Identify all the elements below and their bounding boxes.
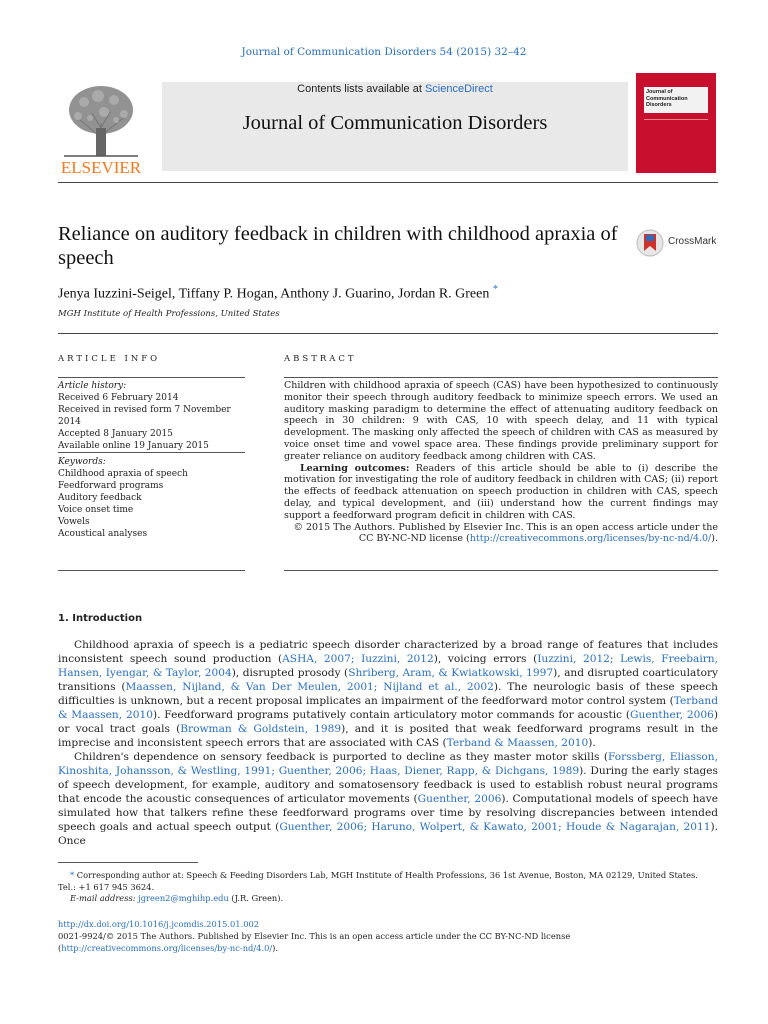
header-divider (58, 182, 718, 183)
elsevier-tree-icon (54, 78, 148, 176)
paragraph-text: Childhood apraxia of speech is a pediatric speech disorder characterized by a broad range of features that includes inconsistent speech sound production ( (58, 639, 718, 665)
history-item: Received 6 February 2014 (58, 393, 179, 403)
paragraph (58, 750, 718, 848)
corresponding-author-footnote: * Corresponding author at: Speech & Feeding Disorders Lab, MGH Institute of Health Professions, 36 1st Avenue, Boston, MA 02129, United States. Tel.: +1 617 945 3624. E-mail address: jgreen2@mghihp.edu (J.R. Green). (58, 870, 698, 903)
citation-link[interactable]: Guenther, 2006 (630, 709, 714, 721)
section-divider (58, 333, 718, 334)
article-info-rule-mid (58, 452, 245, 453)
article-info-heading: ARTICLE INFO (58, 354, 161, 364)
paragraph-text: Children's dependence on sensory feedback is purported to decline as they master motor skills ( (74, 751, 608, 763)
article-history: Article history: Received 6 February 2014 Received in revised form 7 November 2014 Accepted 8 January 2015 Available online 19 January 2015 (58, 380, 245, 452)
paragraph-text: ), and it is posited that weak feedforward programs result in the imprecise and inconsistent speech errors that are associated with CAS ( (58, 723, 718, 749)
citation-link[interactable]: Guenther, 2006; Haruno, Wolpert, & Kawato, 2001; Houde & Nagarajan, 2011 (279, 821, 711, 833)
keyword-item: Childhood apraxia of speech (58, 469, 188, 479)
paragraph-text: ), disrupted prosody ( (231, 667, 349, 679)
paragraph-text: ). (588, 737, 596, 749)
citation-link[interactable]: Guenther, 2006 (417, 793, 502, 805)
cover-title: Journal of Communication Disorders (644, 87, 708, 113)
keyword-item: Vowels (58, 517, 90, 527)
sciencedirect-link[interactable]: ScienceDirect (424, 83, 493, 95)
crossmark-icon (636, 229, 666, 257)
history-item: Available online 19 January 2015 (58, 441, 209, 451)
paragraph-text: ). Once (58, 821, 719, 847)
citation-link[interactable]: Forssberg, Eliasson, Kinoshita, Johansson, & Westling, 1991; Guenther, 2006; Haas, Diener, Rapp, & Dichgans, 1989 (58, 751, 718, 777)
abstract-rule-bottom (284, 570, 718, 571)
abstract-rule-top (284, 377, 718, 378)
history-item: Accepted 8 January 2015 (58, 429, 173, 439)
footnote-divider (58, 862, 198, 863)
keyword-item: Acoustical analyses (58, 529, 148, 539)
keyword-item: Voice onset time (58, 505, 134, 515)
paragraph-text: ). During the early stages of speech development, for example, auditory and somatosensory feedback is used to establish robust neural programs that encode the acoustic consequences of articulator movements ( (58, 765, 718, 805)
affiliation: MGH Institute of Health Professions, United States (58, 309, 280, 319)
crossmark-label: CrossMark (668, 236, 717, 247)
citation-link[interactable]: Shriberg, Aram, & Kwiatkowski, 1997 (348, 667, 554, 679)
citation-link[interactable]: Browman & Goldstein, 1989 (180, 723, 342, 735)
paragraph-text: ), and disrupted coarticulatory transitions ( (58, 667, 718, 693)
journal-banner (162, 82, 628, 171)
abstract-copyright: © 2015 The Authors. Published by Elsevier Inc. This is an open access article under the CC BY-NC-ND license (http://creativecommons.org/licenses/by-nc-nd/4.0/). (293, 521, 718, 545)
author-list: Jenya Iuzzini-Seigel, Tiffany P. Hogan, Anthony J. Guarino, Jordan R. Green * (58, 284, 498, 302)
paragraph-text: ) or vocal tract goals ( (58, 709, 718, 735)
contents-line: Contents lists available at ScienceDirect (297, 83, 493, 95)
article-info-rule-top (58, 377, 245, 378)
history-item: Received in revised form 7 November 2014 (58, 405, 231, 427)
crossmark-badge[interactable] (636, 229, 726, 257)
keywords: Keywords: Childhood apraxia of speech Feedforward programs Auditory feedback Voice onset time Vowels Acoustical analyses (58, 456, 245, 540)
journal-cover-thumbnail[interactable] (636, 73, 716, 173)
citation-link[interactable]: ASHA, 2007; Iuzzini, 2012 (282, 653, 434, 665)
email-link[interactable]: jgreen2@mghihp.edu (138, 893, 229, 903)
doi-link[interactable]: http://dx.doi.org/10.1016/j.jcomdis.2015.01.002 (58, 919, 260, 929)
paragraph-text: ). The neurologic basis of these speech difficulties is unknown, but a recent proposal implicates an impairment of the feedforward motor control system ( (58, 681, 719, 707)
elsevier-logo (54, 78, 148, 176)
corresponding-author-mark[interactable]: * (492, 284, 498, 295)
elsevier-wordmark: ELSEVIER (60, 158, 142, 176)
abstract-heading: ABSTRACT (284, 354, 357, 364)
introduction-body (58, 638, 718, 848)
paragraph-text: ), voicing errors ( (433, 653, 538, 665)
abstract-text: Children with childhood apraxia of speech (CAS) have been hypothesized to continuously monitor their speech through auditory feedback to minimize speech errors. We used an auditory masking paradigm to determine the effect of attenuating auditory feedback on speech in 30 children: 9 with CAS, 10 with speech delay, and 11 with typical development. The masking only affected the speech of children with CAS as measured by voice onset time and vowel space area. These findings provide preliminary support for greater reliance on auditory feedback among children with CAS. (284, 380, 718, 462)
paragraph-text: ). Feedforward programs putatively contain articulatory motor commands for acoustic ( (152, 709, 631, 721)
citation-link[interactable]: Terband & Maassen, 2010 (58, 695, 718, 721)
article-title: Reliance on auditory feedback in children with childhood apraxia of speech (58, 223, 618, 269)
publication-info: http://dx.doi.org/10.1016/j.jcomdis.2015.01.002 0021-9924/© 2015 The Authors. Published by Elsevier Inc. This is an open access article under the CC BY-NC-ND license (http://creativecommons.org/licenses/by-nc-nd/4.0/). (58, 919, 571, 953)
abstract-body (284, 380, 718, 545)
license-link-bottom[interactable]: http://creativecommons.org/licenses/by-nc-nd/4.0/ (61, 943, 273, 953)
keyword-item: Feedforward programs (58, 481, 164, 491)
citation-link[interactable]: Terband & Maassen, 2010 (446, 737, 589, 749)
citation-link[interactable]: Iuzzini, 2012; Lewis, Freebairn, Hansen, Iyengar, & Taylor, 2004 (58, 653, 718, 679)
paragraph (58, 638, 718, 750)
article-info-rule-bottom (58, 570, 245, 571)
learning-outcomes: Learning outcomes: Readers of this article should be able to (i) describe the motivation for investigating the role of auditory feedback in children with CAS; (ii) report the effects of feedback attenuation on speech production in children with CAS, speech delay, and typical development, and (iii) understand how the current findings may support a feedforward program deficit in children with CAS. (284, 462, 718, 521)
keyword-item: Auditory feedback (58, 493, 142, 503)
section-heading-introduction: 1. Introduction (58, 613, 143, 624)
license-link[interactable]: http://creativecommons.org/licenses/by-nc-nd/4.0/ (469, 533, 712, 545)
citation-link[interactable]: Maassen, Nijland, & Van Der Meulen, 2001; Nijland et al., 2002 (125, 681, 494, 693)
journal-title[interactable]: Journal of Communication Disorders (242, 112, 548, 134)
journal-citation[interactable]: Journal of Communication Disorders 54 (2015) 32–42 (241, 46, 527, 58)
paragraph-text: ). Computational models of speech have simulated how that talkers refine these feedforward programs over time by resolving discrepancies between intended speech goals and actual speech output ( (58, 793, 718, 833)
